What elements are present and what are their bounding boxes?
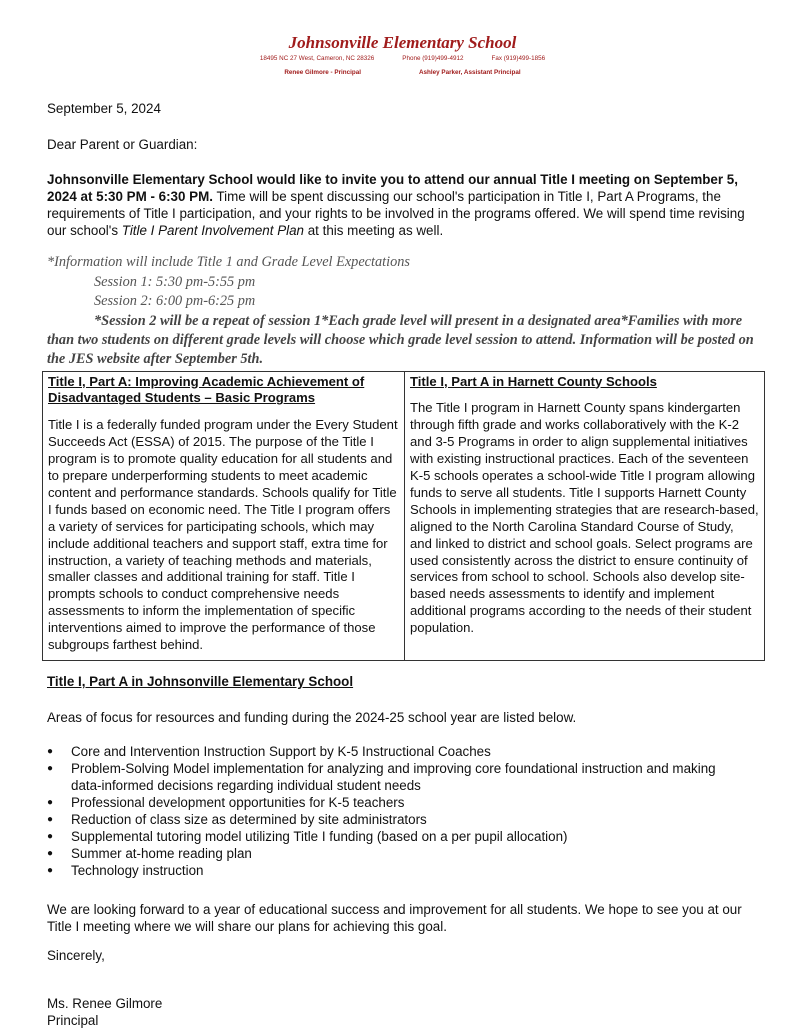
principal-name: Renee Gilmore - Principal — [284, 69, 361, 76]
session-2: Session 2: 6:00 pm-6:25 pm — [94, 293, 256, 309]
title-info-table — [42, 371, 765, 662]
plan-title: Title I Parent Involvement Plan — [121, 223, 304, 238]
salutation: Dear Parent or Guardian: — [47, 137, 198, 152]
staff-row — [0, 69, 805, 77]
letter-date: September 5, 2024 — [47, 101, 161, 116]
list-item: ● Supplemental tutoring model utilizing Title I funding (based on a per pupil allocation) — [47, 828, 737, 845]
school-address: 18495 NC 27 West, Cameron, NC 28326 — [259, 55, 375, 62]
session-1: Session 1: 5:30 pm-5:55 pm — [94, 273, 256, 290]
signer-name: Ms. Renee Gilmore — [47, 996, 163, 1011]
section-heading: Title I, Part A in Johnsonville Elementary School — [47, 674, 354, 689]
school-fax: Fax (919)499-1856 — [491, 55, 546, 62]
intro-text: Time will be spent discussing our school's participation in Title I, Part A Programs, the requirements of Title I participation, and your rights to be involved in the programs offered. We will spend time revising our school's — [47, 189, 745, 238]
closing-paragraph: We are looking forward to a year of educational success and improvement for all students. We hope to see you at our Title I meeting where we will share our plans for achieving this goal. — [47, 902, 742, 934]
focus-list — [47, 743, 737, 879]
info-line: *Information will include Title 1 and Grade Level Expectations — [47, 254, 410, 270]
table-cell-left — [43, 371, 405, 661]
intro-text-end: at this meeting as well. — [304, 223, 444, 238]
letter-body — [47, 100, 761, 1029]
list-item: ● Technology instruction — [47, 862, 737, 879]
list-item: ● Core and Intervention Instruction Support by K-5 Instructional Coaches — [47, 743, 737, 760]
table-cell-right — [405, 371, 765, 661]
section-lead: Areas of focus for resources and funding during the 2024-25 school year are listed below. — [47, 710, 577, 725]
left-body: Title I is a federally funded program under the Every Student Succeeds Act (ESSA) of 2015. The purpose of the Title I program is to promote quality education for all students and to prepare underperforming students to meet academic content and performance standards. Schools qualify for Title I funds based on economic need. The Title I program offers a variety of services for participating schools, which may include additional teachers and support staff, extra time for instruction, a variety of teaching methods and materials, smaller classes and additional training for staff. Title I prompts schools to conduct comprehensive needs assessments to inform the implementation of specific interventions aimed to improve the performance of those subgroups farthest behind. — [48, 417, 398, 653]
assistant-principal: Ashley Parker, Assistant Principal — [419, 69, 521, 76]
school-name: Johnsonville Elementary School — [288, 33, 517, 52]
signer-title: Principal — [47, 1013, 99, 1028]
intro-paragraph — [47, 171, 761, 239]
left-heading: Title I, Part A: Improving Academic Achievement of Disadvantaged Students – Basic Programs — [48, 373, 365, 406]
right-body: The Title I program in Harnett County spans kindergarten through fifth grade and works collaboratively with the K-2 and 3-5 Programs in order to align supplemental initiatives with existing instructional practices. Each of the seventeen K-5 schools operates a school-wide Title I program allowing funds to serve all students. Title I supports Harnett County Schools in implementing strategies that are research-based, aligned to the North Carolina Standard Course of Study, and linked to district and school goals. Select programs are used consistently across the district to ensure continuity of services from school to school. Schools also develop site-based needs assessments to identify and implement additional programs according to the needs of their student population. — [410, 400, 759, 636]
list-item: ● Reduction of class size as determined by site administrators — [47, 811, 737, 828]
list-item: ● Problem-Solving Model implementation for analyzing and improving core foundational instruction and making data-informed decisions regarding individual student needs — [47, 760, 737, 794]
right-heading: Title I, Part A in Harnett County Schools — [410, 373, 657, 389]
school-phone: Phone (919)499-4912 — [402, 55, 464, 62]
signoff: Sincerely, — [47, 948, 105, 963]
intro-bold: Johnsonville Elementary School would like to invite you to attend our annual Title I meeting on September 5, 2024 at 5:30 PM - 6:30 PM. — [47, 172, 738, 204]
list-item: ● Summer at-home reading plan — [47, 845, 737, 862]
list-item: ● Professional development opportunities for K-5 teachers — [47, 794, 737, 811]
contact-row — [0, 55, 805, 63]
session-note: *Session 2 will be a repeat of session 1*Each grade level will present in a designated area*Families with more than two students on different grade levels will choose which grade level session to attend. Information will be posted on the JES website after September 5th. — [47, 312, 754, 367]
